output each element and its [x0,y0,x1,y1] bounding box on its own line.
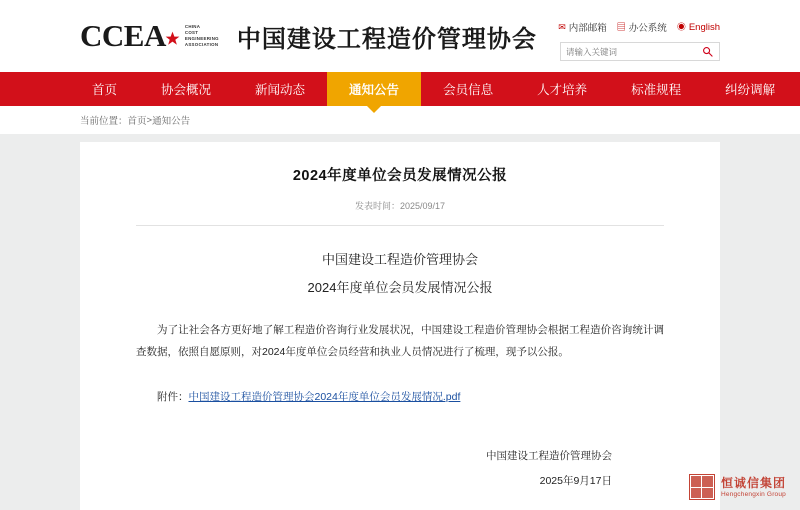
nav-item-news[interactable]: 新闻动态 [255,83,306,97]
watermark-text [721,476,786,499]
breadcrumb-current[interactable]: 通知公告 [152,116,191,127]
nav-item-members[interactable]: 会员信息 [443,83,494,97]
header-link-english[interactable] [677,22,720,33]
header-utilities [560,20,720,61]
article-paragraph: 为了让社会各方更好地了解工程造价咨询行业发展状况，中国建设工程造价管理协会根据工程造价咨询统计调查数据，依照自愿原则，对2024年度单位会员经营和执业人员情况进行了梳理，现予以公报。 [136,324,664,358]
site-title: 中国建设工程造价管理协会 [236,26,537,53]
watermark [689,474,786,500]
nav-item-training[interactable]: 人才培养 [537,83,588,97]
article-heading-line2: 2024年度单位会员发展情况公报 [307,280,493,295]
header-link-oa-label: 办公系统 [628,23,667,34]
site-header [0,0,800,72]
attachment-label: 附件： [157,391,189,403]
watermark-en: Hengchengxin Group [720,490,786,498]
article-body [136,226,664,494]
nav-item-standards[interactable]: 标准规程 [631,83,682,97]
header-link-mail[interactable] [558,20,607,34]
article-date [136,199,664,212]
article-signature [136,444,664,494]
article-date-label: 发表时间： [354,201,400,211]
envelope-icon: ✉ [558,21,566,32]
nav-item-announcements[interactable]: 通知公告 [327,72,421,106]
article-date-value: 2025/09/17 [399,201,446,211]
logo-english-tagline: CHINA COST ENGINEERING ASSOCIATION [184,24,219,47]
breadcrumb-prefix: 当前位置： [80,116,128,127]
logo-acronym: CCEA [80,18,166,53]
nav-item-home[interactable]: 首页 [92,83,118,97]
site-logo[interactable] [80,18,537,54]
article-heading-line1: 中国建设工程造价管理协会 [321,252,478,267]
header-link-oa[interactable] [617,20,667,34]
breadcrumb-home[interactable]: 首页 [127,116,147,127]
header-link-list [560,20,720,34]
content-area [0,134,800,510]
nav-item-mediation[interactable]: 纠纷调解 [725,83,776,97]
header-link-mail-label: 内部邮箱 [568,23,607,34]
header-link-english-label: English [688,21,720,33]
grid-icon: ▤ [616,21,626,32]
breadcrumb [0,106,800,134]
watermark-cn: 恒诚信集团 [720,475,786,490]
watermark-seal-icon [689,474,715,500]
main-nav [0,72,800,106]
search-input[interactable] [566,47,700,57]
search-button[interactable] [700,45,714,59]
article-card [80,142,720,510]
search-box[interactable] [560,42,720,61]
logo-mark [80,18,219,54]
nav-item-about[interactable]: 协会概况 [161,83,212,97]
globe-icon: ◉ [676,21,686,32]
attachment-link[interactable]: 中国建设工程造价管理协会2024年度单位会员发展情况.pdf [188,391,461,403]
article-title: 2024年度单位会员发展情况公报 [292,168,508,184]
signature-date: 2025年9月17日 [539,475,612,487]
breadcrumb-separator: > [146,114,153,126]
attachment-row [136,389,664,404]
signature-org: 中国建设工程造价管理协会 [486,450,612,462]
star-icon [165,31,180,46]
